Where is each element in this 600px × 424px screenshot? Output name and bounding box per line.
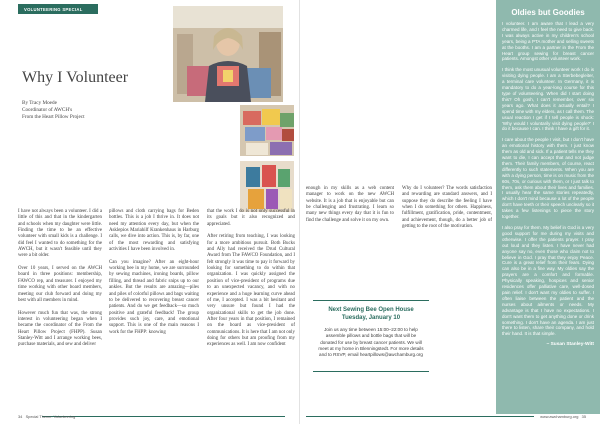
byline: [22, 100, 85, 121]
paragraph: I have not always been a volunteer. I did a little of this and that in the kindergarten and schools when my daughter were little. Finding the time to be an effective volunteer with small kids is a challenge. I did feel I wanted to do something for the AWCH, but it wasn't feasible until they were a bit older.: [18, 209, 102, 259]
event-date: Tuesday, January 10: [341, 315, 401, 321]
article-column-3: [207, 209, 295, 355]
event-title: Next Sewing Bee Open House: [328, 307, 414, 313]
paragraph: pillows and cloth carrying bags for Beden bottles. This is a job I thrive in. It does not need my attention every day, but when the Asklepios Mariahilf Krankenhaus in Harburg calls, we dive into action. This is, by far, one of the most rewarding and satisfying activities I have been involved in.: [109, 209, 199, 253]
footer-rule-left: [42, 416, 285, 417]
sidebar-title: Oldies but Goodies: [511, 8, 585, 17]
paragraph: Over 10 years, I served on the AWCH board in three positions: membership, FAWCO rep, and treasurer. I enjoyed my time working with other board members, meeting our club forward and doing my best with all members in mind.: [18, 266, 102, 303]
footer-right: [540, 414, 586, 419]
paragraph: enough in my skills as a web content manager to work on the new AWCH website. It is a job that is enjoyable but can be challenging and frustrating. I learn so many new things every day that it is fun to find the challenge and solve it on my own.: [306, 186, 394, 223]
paragraph: that the work I do is not only successful in its goals but it also recognized and appreciated.: [207, 209, 295, 227]
small-photo-pillows: [239, 104, 295, 157]
footer-section-label: Special Theme: Volunteering: [25, 414, 76, 419]
small-photo-bags: [239, 160, 295, 213]
sidebar-oldies: [496, 0, 600, 414]
article-column-5: [402, 186, 492, 237]
page-number-left: 34: [18, 414, 23, 419]
byline-role: Coordinator of AWCH's: [22, 107, 73, 113]
article-column-4: [306, 186, 394, 230]
footer-rule-right: [306, 416, 534, 417]
sidebar-paragraph: I care about the people I visit, but I don't have an emotional history with them. I just know them as old and sick. If a patient tells me they want to die, I can accept that and not judge them. Their family members, of course, react differently to such statements. When you are with a dying person, time is on music from the 60s, 70s, or curious with them, or I just talk to them, ask them about their lives and families. I usually hear the same stories repeatedly, which I don't mind because a lot of the people don't have teeth or their speech unclearly so it takes a few listenings to piece the story together.: [502, 137, 594, 220]
sidebar-paragraph: I volunteer. I am aware that I lead a very charmed life, and I feel the need to give back. I was always active in my children's school years, being a PTA mother and selling sweets at the booths. I am a partner in the From the Heart group sewing for breast cancer patients. Amongst other volunteer work.: [502, 21, 594, 62]
paragraph: However much fun that was, the strong interest in volunteering began when I became the coordinator of the From the Heart Pillow Project (FHPP). Susan Stanley-Witt and I arrange working bees, purchase materials, and sew and deliver: [18, 310, 102, 348]
paragraph: Can you imagine? After an eight-hour working bee in my home, we are surrounded by sewing machines, ironing boards, pillow filling, and thread and fabric snips up to our ankles. But the results are amazing—piles and piles of colorful pillows and bags waiting to be delivered to recovering breast cancer patients. And do we get feedback—so much positive and grateful feedback! The group provides such joy, care, and emotional support. This is one of the main reasons I work for the FHPP: knowing: [109, 259, 199, 335]
sidebar-paragraph: I think the most unusual volunteer work I do is visiting dying people. I am a Sterbebegleiter, a terminal care volunteer. In Germany, it is mandatory to do a year-long course for this type of volunteering. When did I start doing this? Oh gosh, I can't remember, over six years ago. What does it actually entail? I spend time with my elders, as I call them. The usual reaction I get if I tell people is shock: 'Why would I voluntarily visit dying people?' I do it because I can. I think I have a gift for it.: [502, 67, 594, 132]
footer-url[interactable]: www.awchamburg.org: [540, 414, 579, 419]
sidebar-text: [502, 21, 594, 337]
event-details: Join us any time between 15:00–22:00 to help assemble pillows and bottle bags that will be donated for use by breast cancer patients. We will meet at my home in Blenningstedt. For more details and to RSVP, email heartpillows@awchamburg.org: [318, 327, 424, 358]
footer-left: [18, 414, 75, 419]
paragraph: After retiring from teaching, I was looking for a more ambitious pursuit. Both Bucks and Ally had received the Drud Cultural Award from The FAWCO Foundation, and I felt strongly it was time to pay it forward by looking for something to do within that organization. I was quickly assigned the position of vice-president of programs due to an unexpected vacancy, and with no experience and a huge learning curve ahead of me, I accepted. I was a bit hesitant and very unsure but found I had the organizational skills to get the job done. After four years in that position, I remained on the board as vice-president of communications. It is here that I am not only doing for others but am proofing from my experiences as well. I am now confident: [207, 234, 295, 348]
event-announcement: [313, 300, 429, 372]
article-title: Why I Volunteer: [22, 69, 129, 86]
byline-author: By Tracy Moede: [22, 100, 57, 106]
section-tag: VOLUNTEERING SPECIAL: [18, 4, 98, 14]
sidebar-signature: ~ Susan Stanley-Witt: [546, 342, 594, 348]
byline-project: From the Heart Pillow Project: [22, 114, 85, 120]
page-number-right: 35: [581, 414, 586, 419]
article-column-1: [18, 209, 102, 355]
paragraph: Why do I volunteer? The words satisfaction and rewarding are standard answers, and I suppose they do describe the feeling I have when I do something for others. Happiness, fulfillment, gratification, pride, contentment, and achievement, though, do a better job of getting to the root of the motivation.: [402, 186, 492, 230]
main-photo: [173, 6, 283, 102]
sidebar-paragraph: I also pray for them. My belief in God is a very good support for me during my visits and otherwise. I offer the patients prayer. I pray out loud and they listen. I have never had anyone say no, even those who claim not to believe in God. I pray that they enjoy Peace. Cure is a great relief from their fears. Dying can also be in a fine way. My oldies say the prayers are a comfort and formable. Physically speaking, hospices and senior residences offer palliative care, well-dosed pain relief. I don't want my oldies to suffer. I often liaise between the patient and the nurses about ailments or needs. My advantage is that I have no expectations. I don't want them to get anything done or drink something. I don't have an agenda. I am just there to listen, share their company, and hold their hand. It is that simple.: [502, 225, 594, 337]
article-column-2: [109, 209, 199, 342]
